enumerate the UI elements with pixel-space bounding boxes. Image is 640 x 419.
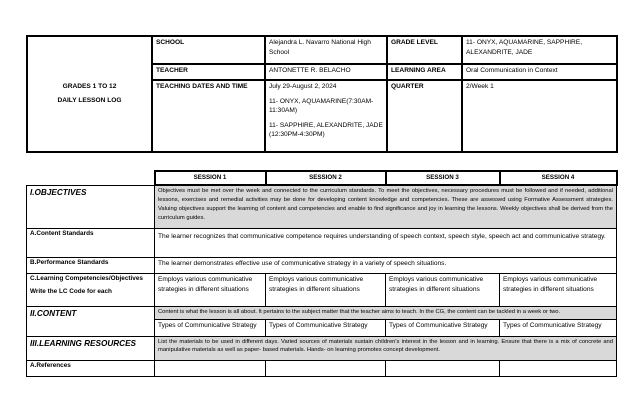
references-session-3 [386,360,500,376]
lc-session-1: Employs various communicative strategies in different situations [155,273,266,306]
blank-corner [27,171,155,185]
quarter-value: 2/Week 1 [462,80,617,152]
content-text: Content is what the lesson is all about. It pertains to the subject matter that the teacher aims to teach. In the CG, the content can be tackled in a week or two. [155,306,617,319]
quarter-label: QUARTER [387,80,462,152]
content-session-3: Types of Communicative Strategy [386,319,500,336]
performance-standards-text: The learner demonstrates effective use of communicative strategy in a variety of speech situations. [155,257,617,273]
performance-standards-label: B.Performance Standards [27,257,155,273]
content-session-4: Types of Communicative Strategy [500,319,617,336]
session-2-header: SESSION 2 [266,171,386,185]
teacher-label: TEACHER [152,64,265,80]
lc-label-line-1: C.Learning Competencies/Objectives [30,274,143,282]
content-standards-text: The learner recognizes that communicative competence requires understanding of speech context, speech style, speech act and communicative strategy. [155,228,617,257]
content-session-1: Types of Communicative Strategy [155,319,266,336]
header-table [26,35,618,153]
references-session-2 [266,360,386,376]
lc-session-3: Employs various communicative strategies in different situations [386,273,500,306]
grades-label: GRADES 1 TO 12 [62,83,117,91]
grade-level-value: 11- ONYX, AQUAMARINE, SAPPHIRE, ALEXANDRITE, JADE [462,36,617,64]
teacher-value: ANTONETTE R. BELACHO [265,64,387,80]
references-session-1 [155,360,266,376]
dates-line-1: July 29-August 2, 2024 [269,83,337,90]
content-session-2: Types of Communicative Strategy [266,319,386,336]
dates-label: TEACHING DATES AND TIME [152,80,265,152]
lc-label-line-2: Write the LC Code for each [30,288,112,296]
lc-session-2: Employs various communicative strategies in different situations [266,273,386,306]
learning-area-label: LEARNING AREA [387,64,462,80]
dll-label: DAILY LESSON LOG [57,97,122,104]
learning-resources-text: List the materials to be used in different days. Varied sources of materials sustain children's interest in the lesson and in learning. Ensure that there is a mix of concrete and manipulative materials as well as paper- based materials. Hands- on learning promotes concept development. [155,336,617,360]
content-standards-label: A.Content Standards [27,228,155,257]
objectives-label: I.OBJECTIVES [27,185,155,228]
dates-value [265,80,387,152]
grade-level-label: GRADE LEVEL [387,36,462,64]
content-label: II.CONTENT [27,306,155,336]
objectives-text: Objectives must be met over the week and connected to the curriculum standards. To meet the objectives, necessary procedures must be followed and if needed, additional lessons, exercises and remedial activities may be done for developing content knowledge and competencies. These are assessed using Formative Assessment strategies. Valuing objectives support the learning of content and competencies and enable to find significance and joy in learning the lessons. Weekly objectives shall be derived from the curriculum guides. [155,185,617,228]
references-label: A.References [27,360,155,376]
dates-line-2: 11- ONYX, AQUAMARINE(7:30AM-11:30AM) [269,97,374,115]
learning-competencies-label [27,273,155,306]
school-value: Alejandra L. Navarro National High School [265,36,387,64]
learning-resources-label: III.LEARNING RESOURCES [27,336,155,360]
school-label: SCHOOL [152,36,265,64]
session-3-header: SESSION 3 [386,171,500,185]
lc-session-4: Employs various communicative strategies in different situations [500,273,617,306]
session-1-header: SESSION 1 [155,171,266,185]
session-4-header: SESSION 4 [500,171,617,185]
dates-line-3: 11- SAPPHIRE, ALEXANDRITE, JADE (12:30PM-4:30PM) [269,121,383,139]
references-session-4 [500,360,617,376]
sessions-table [26,170,618,377]
grades-cell [27,36,152,152]
learning-area-value: Oral Communication in Context [462,64,617,80]
